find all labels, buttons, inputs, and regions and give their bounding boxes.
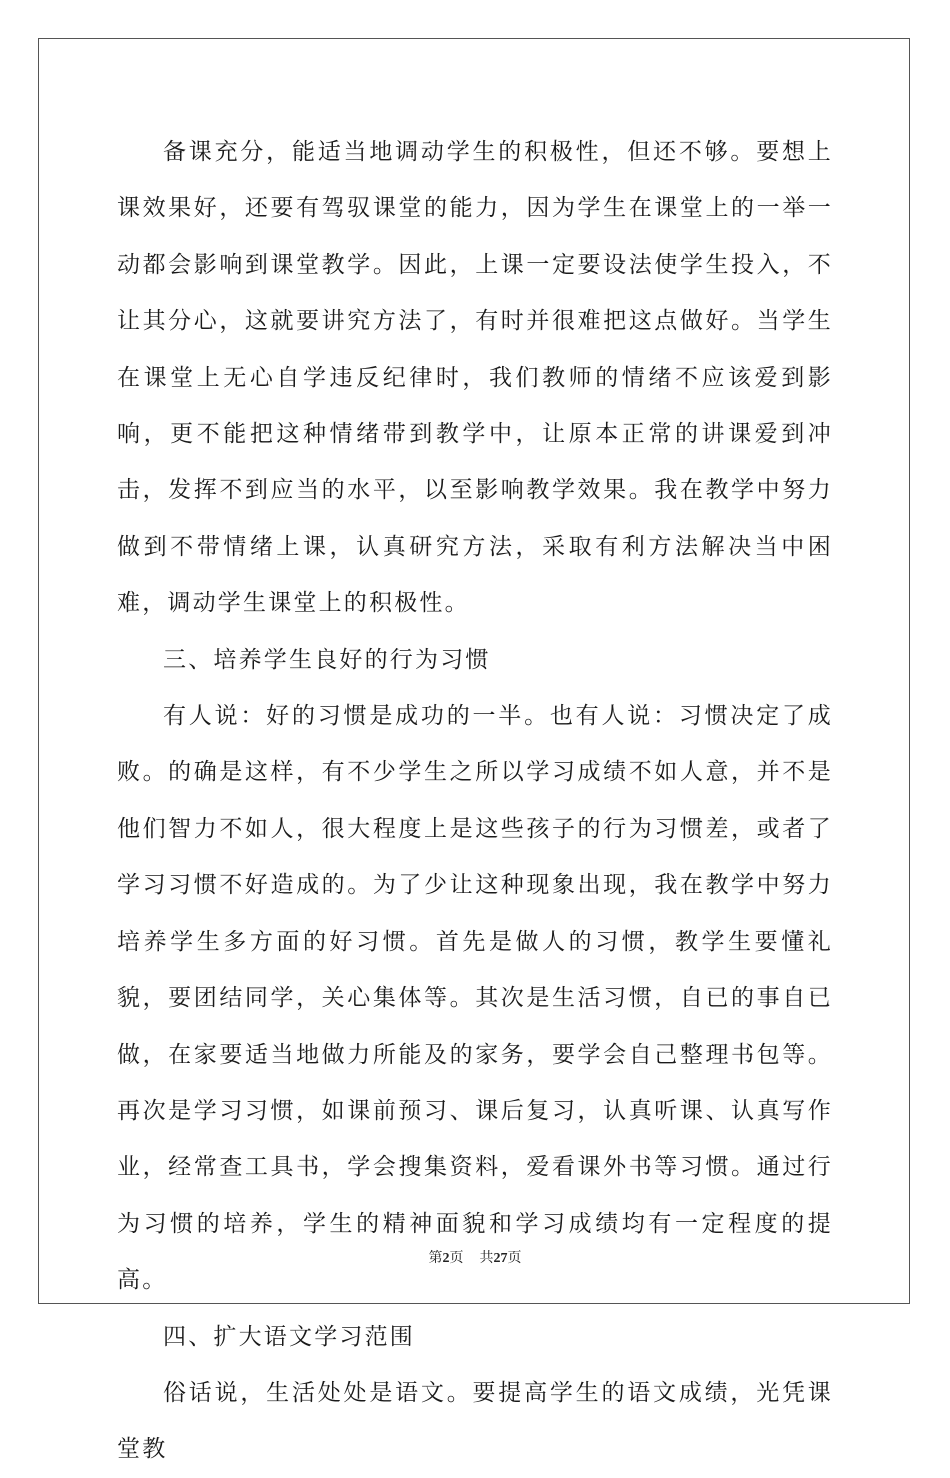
footer-total-pages: 27 bbox=[493, 1251, 508, 1266]
footer-total-suffix: 页 bbox=[507, 1251, 522, 1266]
page-footer bbox=[0, 1247, 950, 1267]
paragraph-language-everywhere: 俗话说，生活处处是语文。要提高学生的语文成绩，光凭课堂教 bbox=[117, 1379, 833, 1463]
footer-page-prefix: 第 bbox=[428, 1251, 443, 1266]
paragraph-classroom-management: 备课充分，能适当地调动学生的积极性，但还不够。要想上课效果好，还要有驾驭课堂的能力，因为学生在课堂上的一举一动都会影响到课堂教学。因此，上课一定要设法使学生投入，不让其分心，这就要讲究方法了，有时并很难把这点做好。当学生在课堂上无心自学违反纪律时，我们教师的情绪不应该爱到影响，更不能把这种情绪带到教学中，让原本正常的讲课爱到冲击，发挥不到应当的水平，以至影响教学效果。我在教学中努力做到不带情绪上课，认真研究方法，采取有利方法解决当中困难，调动学生课堂上的积极性。 bbox=[117, 139, 833, 617]
footer-page-suffix: 页 bbox=[449, 1251, 464, 1266]
document-body bbox=[117, 124, 833, 1478]
section-heading-habits: 三、培养学生良好的行为习惯 bbox=[163, 646, 491, 673]
section-heading-scope: 四、扩大语文学习范围 bbox=[163, 1323, 415, 1350]
paragraph-good-habits: 有人说：好的习惯是成功的一半。也有人说：习惯决定了成败。的确是这样，有不少学生之所以学习成绩不如人意，并不是他们智力不如人，很大程度上是这些孩子的行为习惯差，或者了学习习惯不好造成的。为了少让这种现象出现，我在教学中努力培养学生多方面的好习惯。首先是做人的习惯，教学生要懂礼貌，要团结同学，关心集体等。其次是生活习惯，自已的事自已做，在家要适当地做力所能及的家务，要学会自己整理书包等。再次是学习习惯，如课前预习、课后复习，认真听课、认真写作业，经常查工具书，学会搜集资料，爱看课外书等习惯。通过行为习惯的培养，学生的精神面貌和学习成绩均有一定程度的提高。 bbox=[117, 703, 833, 1294]
footer-total-prefix: 共 bbox=[479, 1251, 494, 1266]
footer-current-page: 2 bbox=[442, 1251, 450, 1266]
